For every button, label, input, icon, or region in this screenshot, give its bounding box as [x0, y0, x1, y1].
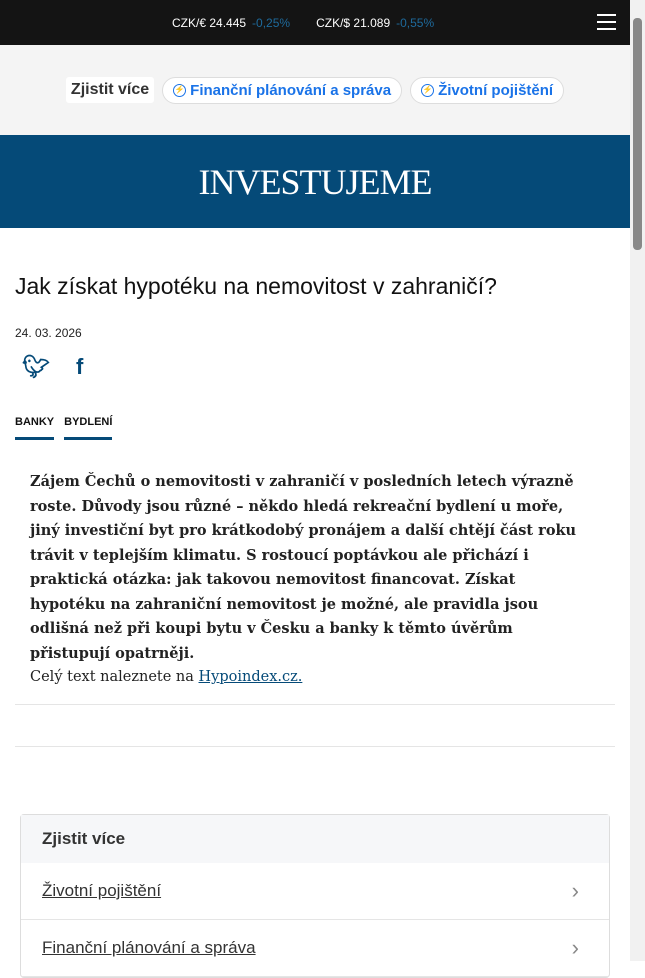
- promo-bar: [0, 45, 630, 135]
- more-item-life-insurance[interactable]: Životní pojištění ›: [21, 863, 609, 920]
- article-date: 24. 03. 2026: [15, 326, 82, 340]
- site-logo[interactable]: INVESTUJEME: [0, 135, 630, 228]
- rate-usd: CZK/$ 21.089 -0,55%: [316, 15, 435, 30]
- source-link[interactable]: Hypoindex.cz.: [198, 669, 303, 685]
- bolt-icon: ⚡: [421, 84, 434, 97]
- twitter-icon[interactable]: 🐦︎: [22, 354, 50, 379]
- more-box: [20, 814, 610, 978]
- pill-life-insurance[interactable]: ⚡ Životní pojištění: [410, 77, 564, 104]
- bolt-icon: ⚡: [173, 84, 186, 97]
- promo-label: Zjistit více: [66, 77, 154, 103]
- facebook-icon[interactable]: f: [75, 354, 84, 379]
- currency-ticker: [0, 0, 630, 45]
- divider: [15, 746, 615, 747]
- tag-banky[interactable]: BANKY: [15, 416, 54, 440]
- tag-bydleni[interactable]: BYDLENÍ: [64, 416, 112, 440]
- pill-financial-planning[interactable]: ⚡ Finanční plánování a správa: [162, 77, 402, 104]
- article-title: Jak získat hypotéku na nemovitost v zahraničí?: [15, 273, 497, 299]
- chevron-right-icon: ›: [571, 878, 579, 903]
- divider: [15, 704, 615, 705]
- menu-icon[interactable]: [597, 14, 616, 30]
- article-body: Zájem Čechů o nemovitosti v zahraničí v posledních letech výrazně roste. Důvody jsou různé – někdo hledá rekreační bydlení u moře, jiný investiční byt pro krátkodobý pronájem a další chtějí část roku trávit v teplejším klimatu. S rostoucí poptávkou ale přichází i praktická otázka: jak takovou nemovitost financovat. Získat hypotéku na zahraniční nemovitost je možné, ale pravidla jsou odlišná než při koupi bytu v Česku a banky k těmto úvěrům přistupují opatrněji. Celý text naleznete na Hypoindex.cz.: [30, 473, 577, 685]
- more-title: Zjistit více: [21, 815, 609, 863]
- more-item-financial-planning[interactable]: Finanční plánování a správa ›: [21, 920, 609, 977]
- rate-eur: CZK/€ 24.445 -0,25%: [172, 15, 291, 30]
- scrollbar[interactable]: [630, 0, 645, 961]
- chevron-right-icon: ›: [571, 935, 579, 960]
- scrollbar-thumb[interactable]: [633, 18, 642, 250]
